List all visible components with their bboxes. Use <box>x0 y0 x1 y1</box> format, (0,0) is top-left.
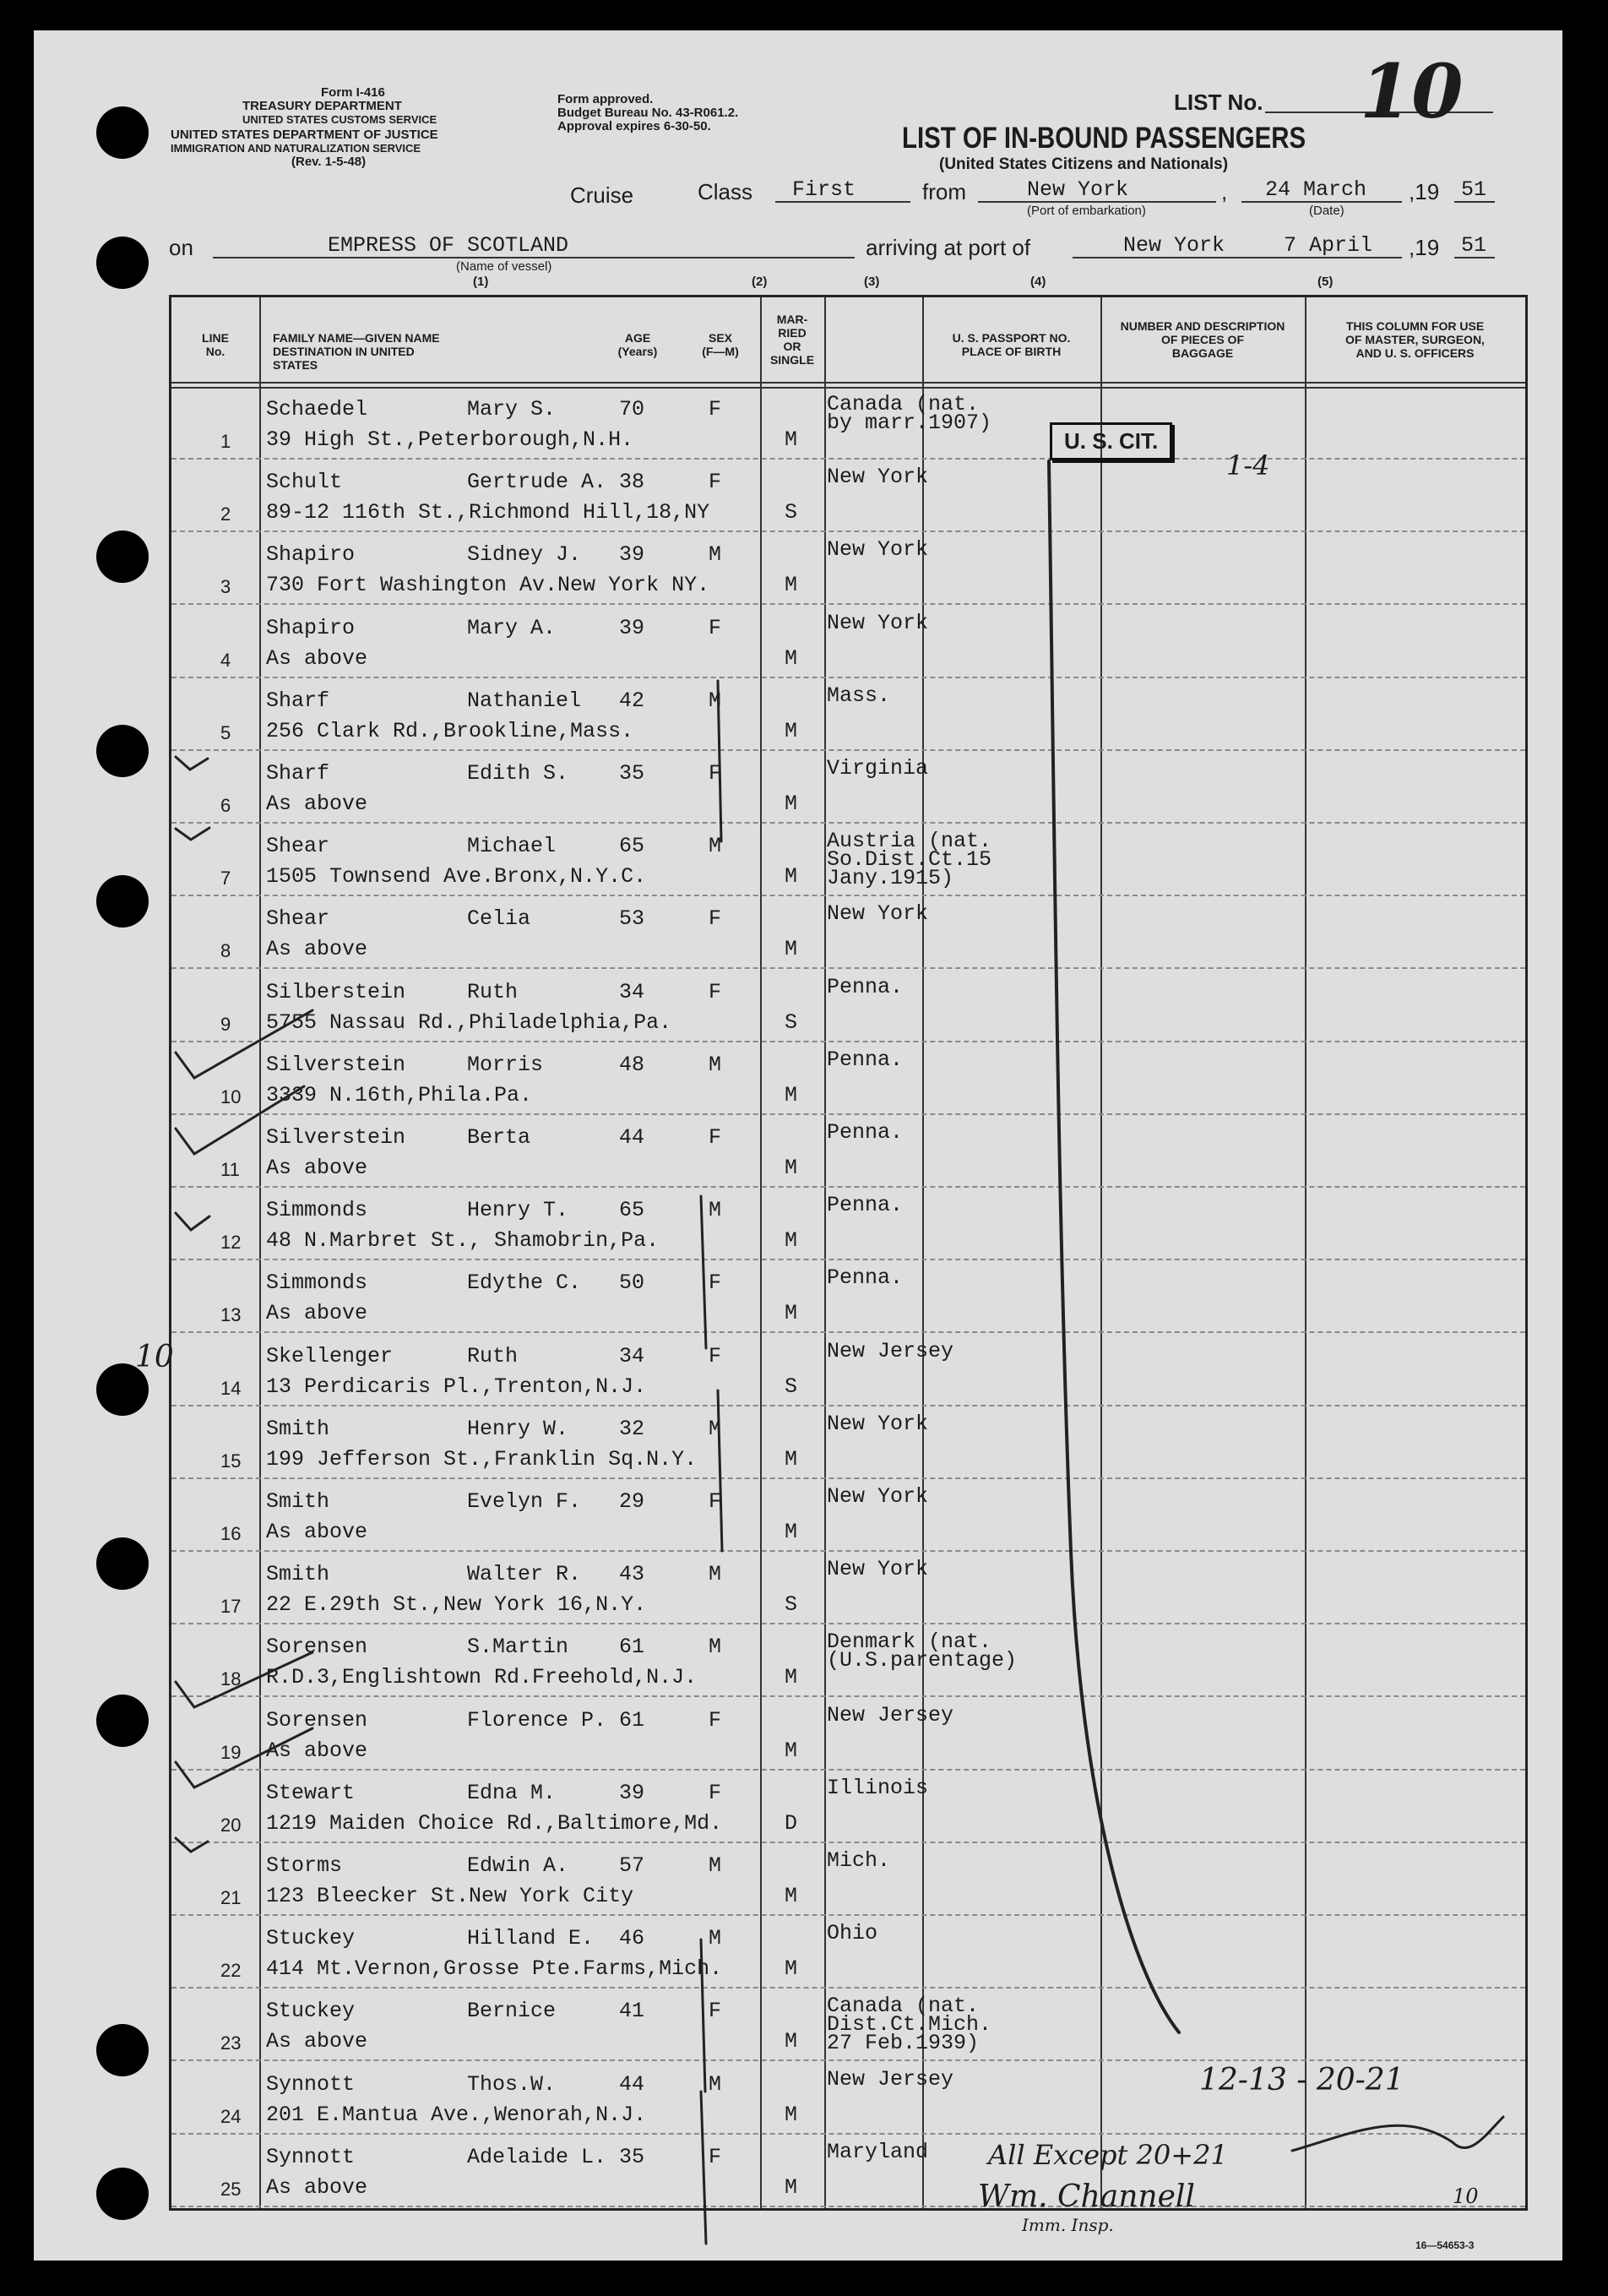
marital-status: M <box>785 2174 798 2200</box>
customs-service: UNITED STATES CUSTOMS SERVICE <box>242 113 437 126</box>
sex: F <box>709 1270 722 1296</box>
given-name: Evelyn F. <box>467 1489 582 1514</box>
line-number: 10 <box>220 1085 242 1107</box>
arrival-year: 51 <box>1461 233 1487 258</box>
marital-status: M <box>785 1301 798 1326</box>
place-of-birth: Illinois <box>827 1775 929 1800</box>
embark-year: 51 <box>1461 177 1487 202</box>
sex: M <box>709 688 722 713</box>
age: 44 <box>619 2071 645 2097</box>
given-name: Edwin A. <box>467 1853 569 1878</box>
line-number: 21 <box>220 1887 242 1908</box>
place-of-birth: Canada (nat. by marr.1907) <box>827 392 992 435</box>
budget-bureau: Budget Bureau No. 43-R061.2. <box>557 106 739 120</box>
sex: F <box>709 979 722 1004</box>
given-name: Michael <box>467 834 557 859</box>
sex: F <box>709 1999 722 2024</box>
family-name: Shapiro <box>266 542 356 568</box>
given-name: Gertrude A. <box>467 470 607 495</box>
sex: F <box>709 1489 722 1514</box>
place-of-birth: New York <box>827 901 929 927</box>
destination: 22 E.29th St.,New York 16,N.Y. <box>266 1592 647 1618</box>
destination: R.D.3,Englishtown Rd.Freehold,N.J. <box>266 1665 698 1690</box>
given-name: Mary A. <box>467 615 557 640</box>
age: 39 <box>619 1780 645 1805</box>
family-name: Schult <box>266 470 343 495</box>
form-approved: Form approved. <box>557 92 654 106</box>
line-number: 8 <box>220 940 231 962</box>
place-of-birth: Denmark (nat. (U.S.parentage) <box>827 1630 1018 1673</box>
header-baggage: NUMBER AND DESCRIPTION OF PIECES OF BAGGAGE <box>1120 319 1285 360</box>
family-name: Simmonds <box>266 1198 368 1223</box>
family-name: Synnott <box>266 2071 356 2097</box>
arrival-port: New York <box>1123 233 1225 258</box>
age: 50 <box>619 1270 645 1296</box>
line-number: 2 <box>220 503 231 525</box>
marital-status: M <box>785 2029 798 2054</box>
class-value: First <box>792 177 856 202</box>
age: 46 <box>619 1926 645 1951</box>
given-name: Henry T. <box>467 1198 569 1223</box>
sex: F <box>709 761 722 786</box>
place-of-birth: New York <box>827 1484 929 1509</box>
page-subtitle: (United States Citizens and Nationals) <box>939 155 1229 173</box>
margin-mark: 10 <box>135 1340 174 1374</box>
given-name: Morris <box>467 1052 544 1077</box>
sex: M <box>709 542 722 568</box>
given-name: Edythe C. <box>467 1270 582 1296</box>
marital-status: M <box>785 718 798 743</box>
given-name: Berta <box>467 1125 531 1150</box>
place-of-birth: Ohio <box>827 1921 878 1946</box>
line-number: 4 <box>220 649 231 671</box>
treasury-dept: TREASURY DEPARTMENT <box>242 99 402 113</box>
line-number: 7 <box>220 868 231 890</box>
handwritten-marks <box>34 30 1562 2261</box>
destination: 414 Mt.Vernon,Grosse Pte.Farms,Mich. <box>266 1956 723 1982</box>
officer-mark: 1-4 <box>1226 449 1270 482</box>
destination: As above <box>266 1520 368 1544</box>
age: 34 <box>619 979 645 1004</box>
line-number: 25 <box>220 2178 242 2200</box>
place-of-birth: Mich. <box>827 1848 891 1873</box>
destination: As above <box>266 1738 368 1763</box>
family-name: Smith <box>266 1416 330 1441</box>
destination: 199 Jefferson St.,Franklin Sq.N.Y. <box>266 1446 698 1472</box>
age: 39 <box>619 542 645 568</box>
destination: 48 N.Marbret St., Shamobrin,Pa. <box>266 1228 660 1254</box>
destination: 3339 N.16th,Phila.Pa. <box>266 1082 533 1107</box>
destination: As above <box>266 2029 368 2054</box>
place-of-birth: Virginia <box>827 756 929 781</box>
marital-status: M <box>785 2102 798 2127</box>
destination: 1505 Townsend Ave.Bronx,N.Y.C. <box>266 864 647 890</box>
given-name: Florence P. <box>467 1707 607 1733</box>
sex: M <box>709 2071 722 2097</box>
sex: F <box>709 906 722 932</box>
destination: 1219 Maiden Choice Rd.,Baltimore,Md. <box>266 1810 723 1836</box>
given-name: Henry W. <box>467 1416 569 1441</box>
place-of-birth: New York <box>827 610 929 635</box>
line-number: 24 <box>220 2105 242 2127</box>
line-number: 14 <box>220 1377 242 1399</box>
header-sex: SEX (F—M) <box>702 331 739 358</box>
given-name: Ruth <box>467 1343 519 1368</box>
inspector-title: Imm. Insp. <box>1022 2215 1114 2235</box>
class-label: Class <box>698 179 753 204</box>
sex: F <box>709 1780 722 1805</box>
line-number: 15 <box>220 1450 242 1472</box>
inspector-signature: Wm. Channell <box>978 2179 1195 2214</box>
family-name: Smith <box>266 1489 330 1514</box>
age: 38 <box>619 470 645 495</box>
family-name: Synnott <box>266 2144 356 2169</box>
from-label: from <box>922 179 966 204</box>
place-of-birth: Penna. <box>827 1047 904 1072</box>
destination: 5755 Nassau Rd.,Philadelphia,Pa. <box>266 1009 672 1035</box>
family-name: Smith <box>266 1562 330 1587</box>
family-name: Silverstein <box>266 1052 406 1077</box>
sex: F <box>709 1707 722 1733</box>
age: 61 <box>619 1707 645 1733</box>
us-citizen-stamp: U. S. CIT. <box>1050 422 1172 460</box>
list-number: 10 <box>1360 47 1464 135</box>
port-caption: (Port of embarkation) <box>1027 204 1146 218</box>
place-of-birth: New Jersey <box>827 2066 954 2092</box>
revision: (Rev. 1-5-48) <box>291 155 367 169</box>
place-of-birth: Maryland <box>827 2139 929 2164</box>
family-name: Sorensen <box>266 1635 368 1660</box>
note-all-except: All Except 20+21 <box>988 2139 1228 2171</box>
marital-status: S <box>785 500 798 525</box>
line-number: 5 <box>220 721 231 743</box>
place-of-birth: Penna. <box>827 1265 904 1291</box>
line-number: 22 <box>220 1960 242 1982</box>
given-name: Walter R. <box>467 1562 582 1587</box>
marital-status: M <box>785 864 798 890</box>
place-of-birth: New York <box>827 1411 929 1436</box>
marital-status: S <box>785 1592 798 1618</box>
age: 61 <box>619 1635 645 1660</box>
line-number: 16 <box>220 1523 242 1544</box>
age: 41 <box>619 1999 645 2024</box>
given-name: Hilland E. <box>467 1926 595 1951</box>
sex: M <box>709 1562 722 1587</box>
header-officers: THIS COLUMN FOR USE OF MASTER, SURGEON, AND U. S. OFFICERS <box>1345 319 1485 360</box>
marital-status: M <box>785 1738 798 1763</box>
given-name: S.Martin <box>467 1635 569 1660</box>
arriving-label: arriving at port of <box>866 235 1031 260</box>
ins-service: IMMIGRATION AND NATURALIZATION SERVICE <box>171 142 421 155</box>
given-name: Edith S. <box>467 761 569 786</box>
sex: M <box>709 1416 722 1441</box>
header-married: MAR- RIED OR SINGLE <box>769 313 815 367</box>
sex: M <box>709 834 722 859</box>
destination: 201 E.Mantua Ave.,Wenorah,N.J. <box>266 2102 647 2127</box>
sex: F <box>709 397 722 422</box>
age: 39 <box>619 615 645 640</box>
place-of-birth: New York <box>827 465 929 490</box>
line-number: 3 <box>220 576 231 598</box>
given-name: Mary S. <box>467 397 557 422</box>
sex: F <box>709 1343 722 1368</box>
place-of-birth: New York <box>827 1557 929 1582</box>
destination: As above <box>266 2174 368 2200</box>
marital-status: M <box>785 937 798 962</box>
marital-status: M <box>785 1884 798 1908</box>
place-of-birth: New Jersey <box>827 1338 954 1363</box>
family-name: Stuckey <box>266 1926 356 1951</box>
marital-status: M <box>785 1446 798 1472</box>
approval-expires: Approval expires 6-30-50. <box>557 119 711 133</box>
note-range: 12-13 - 20-21 <box>1199 2063 1404 2097</box>
family-name: Shapiro <box>266 615 356 640</box>
justice-dept: UNITED STATES DEPARTMENT OF JUSTICE <box>171 128 438 142</box>
given-name: Thos.W. <box>467 2071 557 2097</box>
header-name: FAMILY NAME—GIVEN NAME DESTINATION IN UNITED STATES <box>273 331 440 372</box>
family-name: Simmonds <box>266 1270 368 1296</box>
line-number: 23 <box>220 2032 242 2054</box>
line-number: 17 <box>220 1596 242 1618</box>
embark-port: New York <box>1027 177 1129 202</box>
family-name: Storms <box>266 1853 343 1878</box>
given-name: Adelaide L. <box>467 2144 607 2169</box>
age: 48 <box>619 1052 645 1077</box>
place-of-birth: New Jersey <box>827 1702 954 1727</box>
marital-status: M <box>785 1956 798 1982</box>
destination: 730 Fort Washington Av.New York NY. <box>266 573 710 598</box>
line-number: 13 <box>220 1304 242 1326</box>
family-name: Shear <box>266 906 330 932</box>
marital-status: M <box>785 427 798 452</box>
age: 35 <box>619 761 645 786</box>
sex: F <box>709 470 722 495</box>
family-name: Stuckey <box>266 1999 356 2024</box>
marital-status: M <box>785 1520 798 1544</box>
on-label: on <box>169 235 193 260</box>
place-of-birth: Penna. <box>827 974 904 999</box>
age: 35 <box>619 2144 645 2169</box>
place-of-birth: Penna. <box>827 1193 904 1218</box>
marital-status: M <box>785 645 798 671</box>
embark-date: 24 March <box>1265 177 1367 202</box>
age: 65 <box>619 834 645 859</box>
sex: M <box>709 1052 722 1077</box>
destination: 89-12 116th St.,Richmond Hill,18,NY <box>266 500 710 525</box>
sex: F <box>709 1125 722 1150</box>
age: 43 <box>619 1562 645 1587</box>
family-name: Stewart <box>266 1780 356 1805</box>
given-name: Sidney J. <box>467 542 582 568</box>
header-age: AGE (Years) <box>617 331 658 358</box>
destination: As above <box>266 937 368 962</box>
family-name: Schaedel <box>266 397 368 422</box>
line-number: 18 <box>220 1668 242 1690</box>
sex: M <box>709 1926 722 1951</box>
given-name: Bernice <box>467 1999 557 2024</box>
age: 44 <box>619 1125 645 1150</box>
vessel-caption: (Name of vessel) <box>456 259 552 274</box>
arrival-date: 7 April <box>1284 233 1373 258</box>
age: 65 <box>619 1198 645 1223</box>
family-name: Silberstein <box>266 979 406 1004</box>
sex: F <box>709 2144 722 2169</box>
line-number: 9 <box>220 1013 231 1035</box>
age: 53 <box>619 906 645 932</box>
destination: As above <box>266 1301 368 1326</box>
sex: F <box>709 615 722 640</box>
place-of-birth: Austria (nat. So.Dist.Ct.15 Jany.1915) <box>827 829 992 891</box>
marital-status: M <box>785 1156 798 1180</box>
sex: M <box>709 1198 722 1223</box>
age: 57 <box>619 1853 645 1878</box>
place-of-birth: Canada (nat. Dist.Ct.Mich. 27 Feb.1939) <box>827 1994 992 2056</box>
destination: 123 Bleecker St.New York City <box>266 1884 634 1908</box>
family-name: Sorensen <box>266 1707 368 1733</box>
footer-code: 16—54653-3 <box>1415 2239 1475 2251</box>
line-number: 20 <box>220 1814 242 1836</box>
line-number: 1 <box>220 431 231 452</box>
line-number: 11 <box>220 1159 240 1180</box>
line-number: 12 <box>220 1232 242 1254</box>
header-passport: U. S. PASSPORT NO. PLACE OF BIRTH <box>952 331 1071 358</box>
sex: M <box>709 1635 722 1660</box>
family-name: Silverstein <box>266 1125 406 1150</box>
destination: 39 High St.,Peterborough,N.H. <box>266 427 634 452</box>
marital-status: M <box>785 1228 798 1254</box>
given-name: Ruth <box>467 979 519 1004</box>
family-name: Sharf <box>266 761 330 786</box>
destination: As above <box>266 1156 368 1180</box>
given-name: Nathaniel <box>467 688 582 713</box>
age: 29 <box>619 1489 645 1514</box>
list-no-label: LIST No. <box>1174 90 1263 115</box>
cruise-label: Cruise <box>570 182 634 208</box>
age: 70 <box>619 397 645 422</box>
age: 34 <box>619 1343 645 1368</box>
page-title: LIST OF IN-BOUND PASSENGERS <box>902 122 1306 155</box>
destination: As above <box>266 645 368 671</box>
destination: 13 Perdicaris Pl.,Trenton,N.J. <box>266 1374 647 1399</box>
marital-status: M <box>785 1665 798 1690</box>
marital-status: S <box>785 1009 798 1035</box>
document-page: Form I-416 TREASURY DEPARTMENT UNITED STATES CUSTOMS SERVICE UNITED STATES DEPARTMENT OF JUSTICE IMMIGRATION AND NATURALIZATION SERVICE (Rev. 1-5-48) Form approved. Budget Bureau No. 43-R061.2. Approval expires 6-30-50. LIST No. 10 LIST OF IN-BOUND PASSENGERS (United States Citizens and Nationals) Cruise Class First from New York (Port of embarkation) , 24 March (Date) ,19 51 on EMPRESS OF SCOTLAND (Name of vessel) arriving at port of New York 7 April ,19 51 (1) (2) (3) (4) (5) LINE No. FAMILY NAME—GIVEN NAME DESTINATION IN UNITED STATES AGE (Years) SEX (F—M) MAR- RIED OR SINGLE U. S. PASSPORT NO. PLACE OF BIRTH NUMBER AND DESCRIPTION OF PIECES OF BAGGAGE THIS COLUMN FOR USE OF MASTER, SURGEON, AND U. S. OFFICERS 1 Schaedel Mary S. 70 F 39 High St.,Peterborough,N.H. M Canada (nat. by marr.1907) 2 Schult Gertrude A. 38 F 89-12 116th St.,Richmond Hill,18,NY S New York 3 Shapiro Sidney J. 39 M 730 Fort Washington Av.New York NY. M New York 4 Shapiro Mary A. 39 F As above M New York 5 Sharf Nathaniel 42 M 256 Clark Rd.,Brookline,Mass. M Mass. 6 Sharf Edith S. 35 F As above M Virginia 7 Shear Michael 65 M 1505 Townsend Ave.Bronx,N.Y.C. M Austria (nat. So.Dist.Ct.15 Jany.1915) 8 Shear Celia 53 F As above M New York 9 Silberstein Ruth 34 F 5755 Nassau Rd.,Philadelphia,Pa. S Penna. 10 Silverstein Morris 48 M 3339 N.16th,Phila.Pa. M Penna. 11 Silverstein Berta 44 F As above M Penna. 12 Simmonds Henry T. 65 M 48 N.Marbret St., Shamobrin,Pa. M Penna. 13 Simmonds Edythe C. 50 F As above M Penna. 14 Skellenger Ruth 34 F 13 Perdicaris Pl.,Trenton,N.J. S New Jersey 15 Smith Henry W. 32 M 199 Jefferson St.,Franklin Sq.N.Y. M New York 16 Smith Evelyn F. 29 F As above M New York 17 Smith Walter R. 43 M 22 E.29th St.,New York 16,N.Y. S New York 18 Sorensen S.Martin 61 M R.D.3,Englishtown Rd.Freehold,N.J. M Denmark (nat. (U.S.parentage) 19 Sorensen Florence P. 61 F As above M New Jersey 20 Stewart Edna M. 39 F 1219 Maiden Choice Rd.,Baltimore,Md. D Illinois 21 Storms Edwin A. 57 M 123 Bleecker St.New York City M Mich. 22 Stuckey Hilland E. 46 M 414 Mt.Vernon,Grosse Pte.Farms,Mich. M Ohio 23 Stuckey Bernice 41 F As above M Canada (nat. Dist.Ct.Mich. 27 Feb.1939) 24 Synnott Thos.W. 44 M 201 E.Mantua Ave.,Wenorah,N.J. M New Jersey 25 Synnott Adelaide L. 35 F As above M Maryland U. S. CIT. 1-4 10 12-13 - 20-21 All Except 20+21 Wm. Channell Imm. Insp. 10 16—54653-3 <box>34 30 1562 2261</box>
place-of-birth: Penna. <box>827 1120 904 1145</box>
page-mark: 10 <box>1453 2184 1479 2208</box>
marital-status: M <box>785 792 798 816</box>
vessel-name: EMPRESS OF SCOTLAND <box>328 233 569 258</box>
line-number: 19 <box>220 1741 242 1763</box>
marital-status: M <box>785 573 798 598</box>
line-number: 6 <box>220 795 231 816</box>
header-line-no: LINE No. <box>202 331 229 358</box>
place-of-birth: Mass. <box>827 683 891 708</box>
destination: 256 Clark Rd.,Brookline,Mass. <box>266 718 634 743</box>
sex: M <box>709 1853 722 1878</box>
marital-status: S <box>785 1374 798 1399</box>
destination: As above <box>266 792 368 816</box>
given-name: Celia <box>467 906 531 932</box>
form-number: Form I-416 <box>321 85 385 100</box>
family-name: Sharf <box>266 688 330 713</box>
age: 42 <box>619 688 645 713</box>
marital-status: M <box>785 1082 798 1107</box>
age: 32 <box>619 1416 645 1441</box>
given-name: Edna M. <box>467 1780 557 1805</box>
family-name: Skellenger <box>266 1343 394 1368</box>
marital-status: D <box>785 1810 798 1836</box>
date-caption: (Date) <box>1309 204 1345 218</box>
place-of-birth: New York <box>827 537 929 563</box>
family-name: Shear <box>266 834 330 859</box>
